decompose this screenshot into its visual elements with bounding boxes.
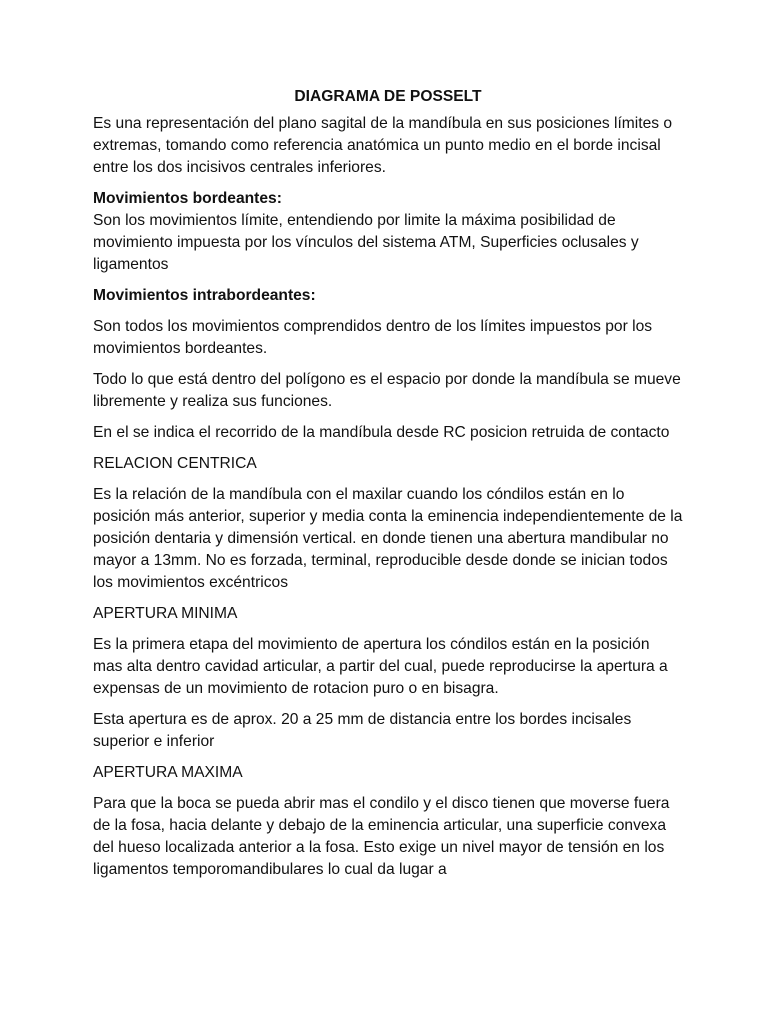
apertura-maxima-heading: APERTURA MAXIMA	[93, 764, 243, 781]
intrabordeantes-heading: Movimientos intrabordeantes:	[93, 287, 316, 304]
intrabordeantes-paragraph: Son todos los movimientos comprendidos dentro de los límites impuestos por los movimientos bordeantes.	[93, 318, 653, 357]
bordeantes-heading: Movimientos bordeantes:	[93, 190, 282, 207]
apertura-minima-distancia-paragraph: Esta apertura es de aprox. 20 a 25 mm de distancia entre los bordes incisales superior e inferior	[93, 711, 632, 750]
document-title: DIAGRAMA DE POSSELT	[294, 88, 482, 105]
bordeantes-paragraph: Son los movimientos límite, entendiendo por limite la máxima posibilidad de movimiento impuesta por los vínculos del sistema ATM, Superficies oclusales y ligamentos	[93, 212, 639, 273]
apertura-minima-heading: APERTURA MINIMA	[93, 605, 238, 622]
apertura-maxima-paragraph: Para que la boca se pueda abrir mas el condilo y el disco tienen que moverse fuera de la fosa, hacia delante y debajo de la eminencia articular, una superficie convexa del hueso localizada anterior a la fosa. Esto exige un nivel mayor de tensión en los ligamentos temporomandibulares lo cual da lugar a	[93, 795, 670, 878]
recorrido-paragraph: En el se indica el recorrido de la mandíbula desde RC posicion retruida de contacto	[93, 424, 670, 441]
document-body	[93, 86, 683, 890]
relacion-centrica-paragraph: Es la relación de la mandíbula con el maxilar cuando los cóndilos están en lo posición más anterior, superior y media conta la eminencia independientemente de la posición dentaria y dimensión vertical. en donde tienen una abertura mandibular no mayor a 13mm. No es forzada, terminal, reproducible desde donde se inician todos los movimientos excéntricos	[93, 486, 683, 591]
poligono-paragraph: Todo lo que está dentro del polígono es el espacio por donde la mandíbula se mueve libremente y realiza sus funciones.	[93, 371, 681, 410]
relacion-centrica-heading: RELACION CENTRICA	[93, 455, 257, 472]
apertura-minima-paragraph: Es la primera etapa del movimiento de apertura los cóndilos están en la posición mas alta dentro cavidad articular, a partir del cual, puede reproducirse la apertura a expensas de un movimiento de rotacion puro o en bisagra.	[93, 636, 668, 697]
intro-paragraph: Es una representación del plano sagital de la mandíbula en sus posiciones límites o extremas, tomando como referencia anatómica un punto medio en el borde incisal entre los dos incisivos centrales inferiores.	[93, 115, 673, 176]
